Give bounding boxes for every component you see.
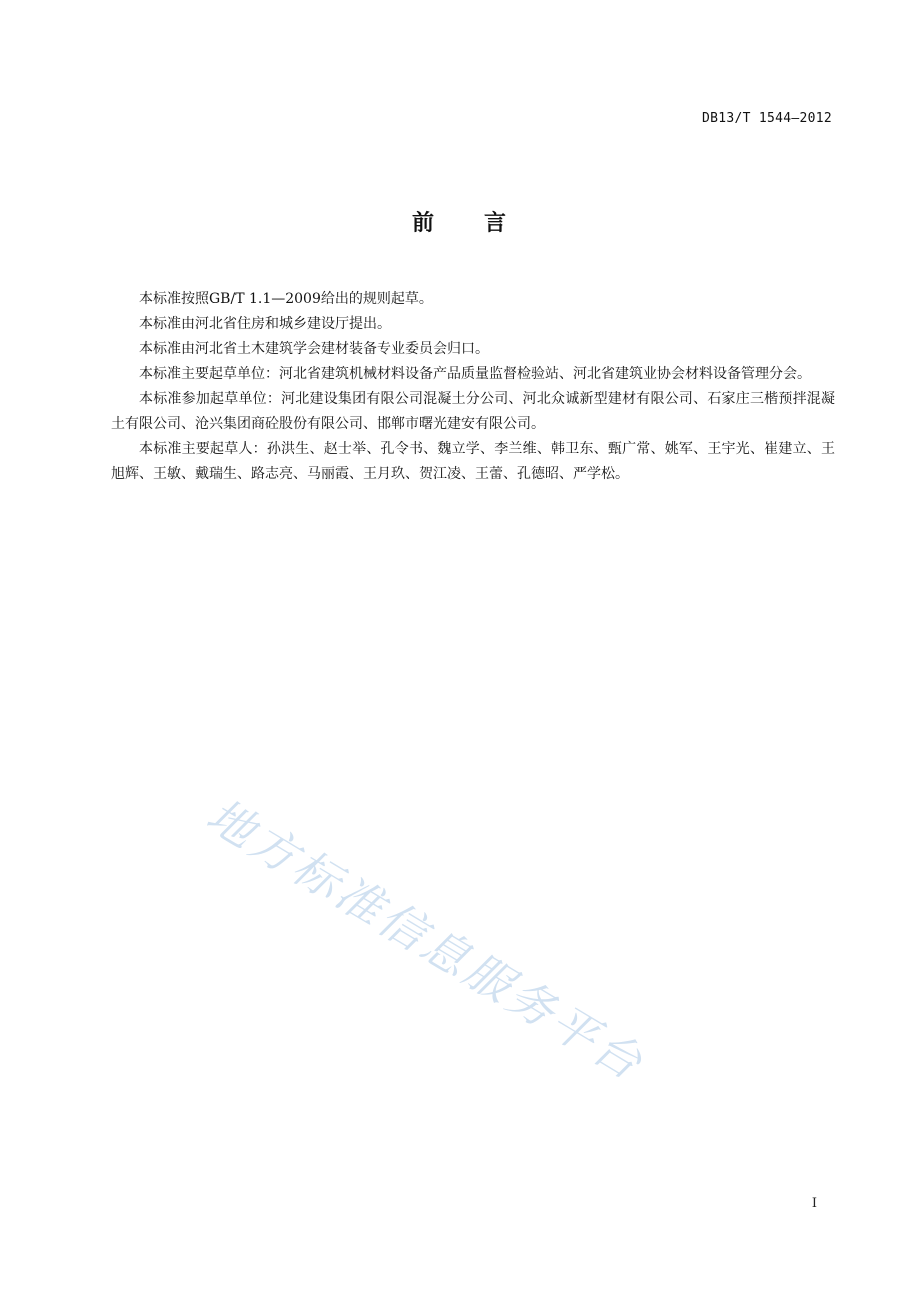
paragraph-administrator: 本标准由河北省土木建筑学会建材装备专业委员会归口。 [139, 341, 489, 357]
paragraph-proposer: 本标准由河北省住房和城乡建设厅提出。 [139, 316, 391, 332]
paragraph-drafting-rules: 本标准按照GB/T 1.1—2009给出的规则起草。 [139, 291, 433, 307]
page-title: 前 言 [411, 211, 508, 236]
document-code: DB13/T 1544—2012 [701, 111, 832, 126]
watermark-text: 地方标准信息服务平台 [197, 787, 654, 1092]
paragraph-main-drafters: 本标准主要起草人：孙洪生、赵士举、孔令书、魏立学、李兰维、韩卫东、甄广常、姚军、王宇光、崔建立、王旭辉、王敏、戴瑞生、路志亮、马丽霞、王月玖、贺江凌、王蕾、孔德昭、严学松。 [111, 441, 835, 482]
page-number: I [811, 1196, 817, 1211]
paragraph-participating-units: 本标准参加起草单位：河北建设集团有限公司混凝土分公司、河北众诚新型建材有限公司、石家庄三楷预拌混凝土有限公司、沧兴集团商砼股份有限公司、邯郸市曙光建安有限公司。 [111, 391, 835, 432]
paragraph-main-drafting-units: 本标准主要起草单位：河北省建筑机械材料设备产品质量监督检验站、河北省建筑业协会材料设备管理分会。 [139, 366, 811, 382]
foreword-body [111, 287, 835, 487]
